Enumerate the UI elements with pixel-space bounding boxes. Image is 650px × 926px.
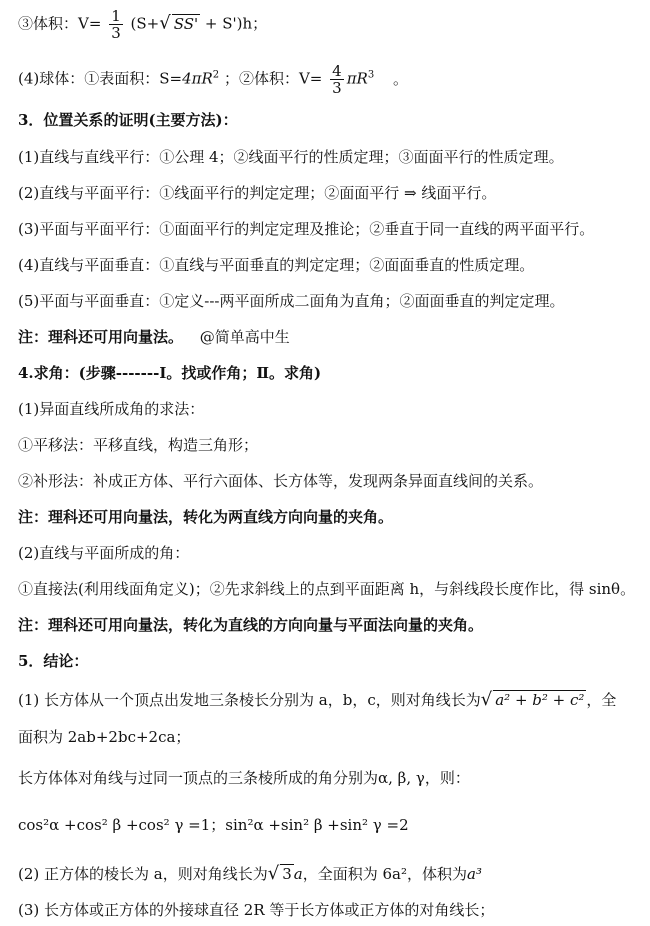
- fraction-numerator: 1: [111, 7, 121, 25]
- fraction-denominator: 3: [332, 79, 342, 97]
- watermark: @简单高中生: [199, 328, 290, 346]
- sphere-volume: πR: [346, 69, 368, 88]
- paragraph: (4)直线与平面垂直：①直线与平面垂直的判定定理；②面面垂直的性质定理。: [18, 256, 535, 274]
- paragraph: (1)异面直线所成角的求法：: [18, 400, 205, 418]
- paragraph: ①直接法(利用线面角定义)；②先求斜线上的点到平面距离 h，与斜线段长度作比，得 sinθ。: [18, 580, 636, 598]
- cube-volume: a³: [467, 865, 482, 883]
- paragraph: (2)直线与平面平行：①线面平行的判定定理；②面面平行 ⇒ 线面平行。: [18, 184, 497, 202]
- fraction-denominator: 3: [111, 24, 121, 42]
- sphere-volume-label: ；②体积：V=: [223, 69, 323, 88]
- section-heading-4: 4.求角：(步骤-------Ⅰ。找或作角；Ⅱ。求角): [18, 364, 322, 382]
- conclusion-1: [18, 690, 616, 710]
- paragraph: (1)直线与直线平行：①公理 4；②线面平行的性质定理；③面面平行的性质定理。: [18, 148, 564, 166]
- formula-part: (S+: [130, 14, 160, 33]
- volume-label: ③体积：V=: [18, 14, 102, 33]
- paragraph: ②补形法：补成正方体、平行六面体、长方体等，发现两条异面直线间的关系。: [18, 472, 544, 490]
- radical-sign: √: [480, 689, 493, 710]
- section-heading-5: 5．结论：: [18, 652, 89, 670]
- radical-sign: √: [159, 12, 171, 34]
- sphere-formula: (4)球体：①表面积：$S=4\pi R^2$ ；②体积：V= $\frac{4}{3}$ $\pi R^3$ 。: [18, 62, 409, 97]
- four-thirds-fraction: [330, 63, 344, 96]
- paragraph-text: (2) 正方体的棱长为 a，则对角线长为: [18, 865, 268, 883]
- conclusion-2: [18, 864, 482, 884]
- radical-sign: √: [267, 863, 280, 884]
- paragraph: (2)直线与平面所成的角：: [18, 544, 190, 562]
- paragraph-text: ，全: [586, 691, 617, 709]
- note-text: 注：理科还可用向量法，转化为直线的方向向量与平面法向量的夹角。: [18, 616, 484, 634]
- one-third-fraction: [109, 8, 123, 41]
- radicand: SS': [173, 14, 199, 33]
- sphere-label: (4)球体：①表面积：S=: [18, 69, 183, 88]
- fraction-numerator: 4: [332, 62, 342, 80]
- note-text: 注：理科还可用向量法。: [18, 328, 184, 346]
- radicand: a² + b² + c²: [495, 691, 585, 709]
- radicand: 3: [282, 865, 292, 883]
- paragraph: (5)平面与平面垂直：①定义---两平面所成二面角为直角；②面面垂直的判定定理。: [18, 292, 565, 310]
- sphere-area: 4πR: [182, 69, 213, 88]
- paragraph: 面积为 2ab+2bc+2ca；: [18, 728, 191, 746]
- paragraph: ①平移法：平移直线，构造三角形；: [18, 436, 259, 454]
- paragraph: (3)平面与平面平行：①面面平行的判定定理及推论；②垂直于同一直线的两平面平行。: [18, 220, 595, 238]
- paragraph: (3) 长方体或正方体的外接球直径 2R 等于长方体或正方体的对角线长；: [18, 901, 495, 919]
- section-heading-3: 3．位置关系的证明(主要方法)：: [18, 111, 238, 129]
- trig-identity: cos²α +cos² β +cos² γ =1；sin²α +sin² β +sin² γ =2: [18, 816, 409, 834]
- note-line: [18, 327, 290, 347]
- formula-part: + S')h；: [204, 14, 268, 33]
- variable: a: [293, 865, 303, 883]
- paragraph: 长方体体对角线与过同一顶点的三条棱所成的角分别为α, β, γ，则：: [18, 769, 470, 787]
- note-text: 注：理科还可用向量法，转化为两直线方向向量的夹角。: [18, 508, 394, 526]
- paragraph-text: (1) 长方体从一个顶点出发地三条棱长分别为 a，b，c，则对角线长为: [18, 691, 481, 709]
- volume-formula: [18, 8, 267, 41]
- paragraph-text: ，全面积为 6a²，体积为: [302, 865, 467, 883]
- period: 。: [393, 69, 409, 88]
